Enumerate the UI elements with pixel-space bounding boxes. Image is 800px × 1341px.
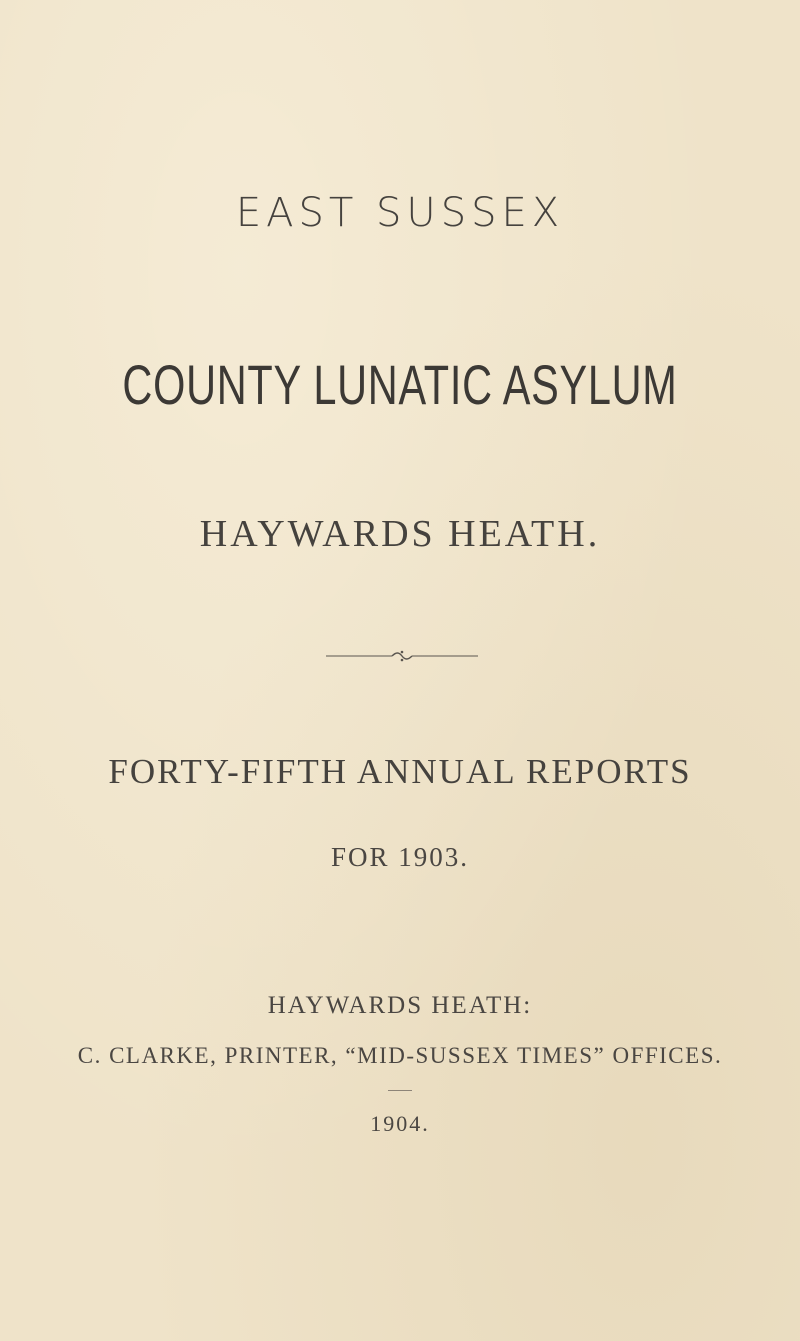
report-title: FORTY-FIFTH ANNUAL REPORTS [108, 752, 692, 791]
heading-county-lunatic-asylum: COUNTY LUNATIC ASYLUM [122, 353, 678, 416]
report-year: FOR 1903. [330, 842, 470, 872]
heading-east-sussex: EAST SUSSEX [235, 190, 565, 236]
ornament-rule-icon [326, 649, 478, 663]
imprint-printer: C. CLARKE, PRINTER, “MID-SUSSEX TIMES” OFFICES. [77, 1043, 723, 1068]
imprint-year: 1904. [370, 1111, 430, 1136]
heading-haywards-heath: HAYWARDS HEATH. [199, 513, 601, 555]
imprint-place: HAYWARDS HEATH: [267, 992, 533, 1019]
divider [388, 1090, 412, 1091]
